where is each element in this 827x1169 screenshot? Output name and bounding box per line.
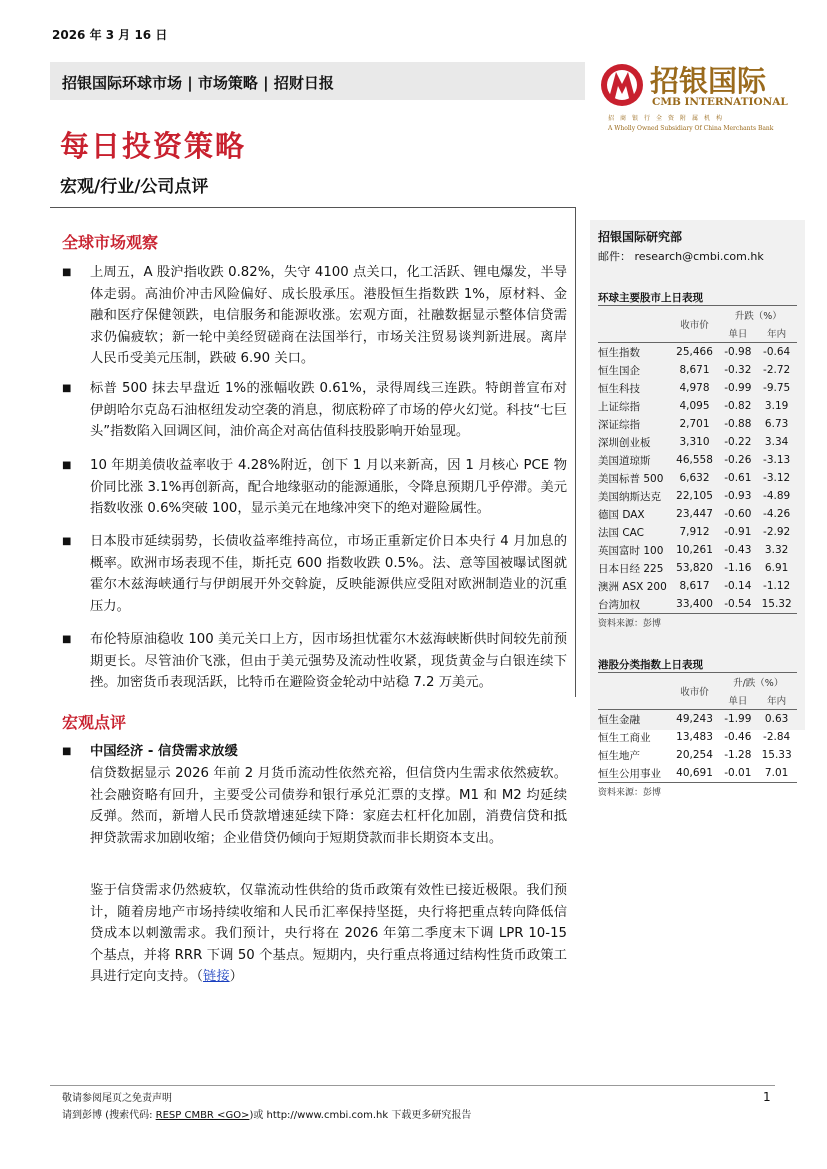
- close-value: 22,105: [676, 490, 713, 502]
- index-name: 恒生金融: [598, 713, 640, 726]
- table-row: [598, 577, 797, 595]
- table-row: [598, 746, 797, 764]
- close-value: 10,261: [676, 544, 713, 556]
- ytd-change: -2.92: [763, 526, 791, 538]
- table-row: [598, 397, 797, 415]
- index-name: 深圳创业板: [598, 436, 651, 449]
- research-email: 邮件： research@cmbi.com.hk: [598, 250, 764, 263]
- index-name: 美国标普 500: [598, 472, 664, 485]
- ytd-change: 15.33: [761, 749, 792, 761]
- close-value: 3,310: [679, 436, 710, 448]
- table-row: [598, 728, 797, 746]
- report-date: 2026 年 3 月 16 日: [52, 28, 168, 42]
- ytd-change: -0.64: [763, 346, 791, 358]
- ytd-change: -4.89: [763, 490, 791, 502]
- svg-text:招商银行全资附属机构: 招商银行全资附属机构: [608, 115, 729, 122]
- index-name: 恒生公用事业: [598, 767, 661, 780]
- footer: [62, 1090, 471, 1124]
- close-value: 53,820: [676, 562, 713, 574]
- ytd-change: 3.32: [764, 544, 789, 556]
- section-heading-global: 全球市场观察: [62, 233, 159, 252]
- svg-text:A Wholly Owned Subsidiary Of C: A Wholly Owned Subsidiary Of China Merchants Bank: [608, 125, 774, 132]
- close-value: 13,483: [676, 731, 713, 743]
- list-item: ■ 日本股市延续弱势，长债收益率维持高位，市场正重新定价日本央行 4 月加息的概率。欧洲市场表现不佳，斯托克 600 指数收跌 0.5%。法、意等国被曝试图就霍尔木兹海峡通行与伊朗展开外交斡旋，反映能源供应受阻对欧洲制造业的沉重压力。: [62, 531, 567, 617]
- index-name: 恒生工商业: [598, 731, 651, 744]
- col-change: 升跌（%）: [734, 311, 782, 322]
- table-row: [598, 710, 797, 729]
- index-name: 日本日经 225: [598, 562, 664, 575]
- col-day: 单日: [728, 696, 748, 707]
- close-value: 33,400: [676, 598, 713, 610]
- ytd-change: 3.19: [764, 400, 789, 412]
- bloomberg-code: RESP CMBR <GO>: [155, 1110, 250, 1121]
- index-name: 美国纳斯达克: [598, 490, 661, 503]
- col-close: 收市价: [680, 687, 709, 698]
- ytd-change: -2.84: [763, 731, 791, 743]
- footer-text: 请到彭博 (搜索代码:: [62, 1110, 156, 1121]
- ytd-change: -1.12: [763, 580, 791, 592]
- day-change: -0.98: [724, 346, 752, 358]
- page-title: 每日投资策略: [60, 129, 247, 163]
- table-title-hk: 港股分类指数上日表现: [598, 659, 703, 671]
- day-change: -0.61: [724, 472, 752, 484]
- svg-text:招银国际: 招银国际: [650, 64, 767, 98]
- close-value: 8,671: [679, 364, 710, 376]
- list-item: ■ 上周五，A 股沪指收跌 0.82%，失守 4100 点关口，化工活跃、锂电爆发，半导体走弱。高油价冲击风险偏好、成长股承压。港股恒生指数跌 1%，原材料、金融和医疗保健领跌，电信服务和能源收涨。宏观方面，社融数据显示整体信贷需求仍偏疲软；新一轮中美经贸磋商在法国举行，市场关注贸易谈判新进展。离岸人民币受美元压制，跌破 6.90 关口。: [62, 262, 567, 370]
- column-divider: [575, 207, 576, 697]
- table-row: [598, 379, 797, 397]
- table-source: 资料来源：彭博: [598, 788, 662, 798]
- ytd-change: -9.75: [763, 382, 791, 394]
- day-change: -1.99: [724, 713, 752, 725]
- close-value: 25,466: [676, 346, 713, 358]
- paren: （: [196, 969, 204, 984]
- col-ytd: 年内: [767, 329, 787, 340]
- ytd-change: -2.72: [763, 364, 791, 376]
- table-row: [598, 505, 797, 523]
- index-name: 恒生指数: [598, 346, 640, 359]
- day-change: -0.43: [724, 544, 752, 556]
- index-name: 恒生科技: [598, 382, 640, 395]
- table-row: [598, 559, 797, 577]
- day-change: -0.91: [724, 526, 752, 538]
- day-change: -0.99: [724, 382, 752, 394]
- day-change: -0.26: [724, 454, 752, 466]
- day-change: -0.46: [724, 731, 752, 743]
- index-name: 深证综指: [598, 418, 640, 431]
- close-value: 46,558: [676, 454, 713, 466]
- close-value: 8,617: [679, 580, 710, 592]
- day-change: -0.22: [724, 436, 752, 448]
- table-row: [598, 595, 797, 614]
- col-close: 收市价: [680, 320, 709, 331]
- index-name: 恒生国企: [598, 364, 640, 377]
- macro-paragraph: 信贷数据显示 2026 年前 2 月货币流动性依然充裕，但信贷内生需求依然疲软。社会融资略有回升，主要受公司债券和银行承兑汇票的支撑。M1 和 M2 均延续反弹。然而，新增人民币贷款增速延续下降：家庭去杠杆化加剧，消费信贷和抵押贷款需求加剧收缩；企业借贷仍倾向于短期贷款而非长期资本支出。: [90, 766, 567, 846]
- close-value: 23,447: [676, 508, 713, 520]
- index-name: 德国 DAX: [598, 508, 645, 521]
- ytd-change: -4.26: [763, 508, 791, 520]
- macro-paragraph: [90, 880, 567, 988]
- list-item: ■ 布伦特原油稳收 100 美元关口上方，因市场担忧霍尔木兹海峡断供时间较先前预期更长。尽管油价飞涨，但由于美元强势及流动性收紧，现货黄金与白银连续下挫。加密货币表现活跃，比特币在避险资金轮动中站稳 7.2 万美元。: [62, 629, 567, 694]
- page-subtitle: 宏观/行业/公司点评: [60, 177, 209, 197]
- cmb-logo-icon: [600, 58, 805, 138]
- ytd-change: 7.01: [764, 767, 789, 779]
- index-name: 法国 CAC: [598, 526, 644, 539]
- table-row: [598, 343, 797, 362]
- day-change: -0.93: [724, 490, 752, 502]
- ytd-change: 3.34: [764, 436, 789, 448]
- table-row: [598, 764, 797, 783]
- disclaimer: 敬请参阅尾页之免责声明: [62, 1093, 172, 1104]
- research-dept: 招银国际研究部: [598, 230, 683, 244]
- footer-text: )或 http://www.cmbi.com.hk 下载更多研究报告: [249, 1110, 472, 1121]
- index-name: 上证综指: [598, 400, 640, 413]
- day-change: -0.01: [724, 767, 752, 779]
- index-name: 美国道琼斯: [598, 454, 651, 467]
- hk-sector-table: [598, 672, 797, 783]
- day-change: -0.82: [724, 400, 752, 412]
- index-name: 台湾加权: [598, 598, 640, 611]
- divider: [50, 207, 575, 208]
- table-row: [598, 523, 797, 541]
- cmb-logo: [600, 58, 805, 138]
- table-row: [598, 469, 797, 487]
- close-value: 4,095: [679, 400, 710, 412]
- sidebar: [590, 220, 805, 798]
- ytd-change: 6.73: [764, 418, 789, 430]
- day-change: -0.88: [724, 418, 752, 430]
- ytd-change: 0.63: [764, 713, 789, 725]
- list-item: ■ 标普 500 抹去早盘近 1%的涨幅收跌 0.61%，录得周线三连跌。特朗普宣布对伊朗哈尔克岛石油枢纽发动空袭的消息，彻底粉碎了市场的停火幻觉。科技“七巨头”指数陷入回调区间，油价高企对高估值科技股影响开始显现。: [62, 378, 567, 443]
- table-source: 资料来源：彭博: [598, 619, 662, 629]
- table-title-global: 环球主要股市上日表现: [598, 292, 703, 304]
- table-row: [598, 541, 797, 559]
- source-link[interactable]: 链接: [203, 969, 230, 984]
- table-row: [598, 433, 797, 451]
- ytd-change: -3.12: [763, 472, 791, 484]
- close-value: 4,978: [679, 382, 710, 394]
- paren: ）: [229, 969, 243, 984]
- close-value: 20,254: [676, 749, 713, 761]
- header-band: 招银国际环球市场 | 市场策略 | 招财日报: [50, 62, 585, 100]
- day-change: -0.54: [724, 598, 752, 610]
- table-row: [598, 415, 797, 433]
- page-number: 1: [763, 1090, 771, 1104]
- footer-divider: [50, 1085, 775, 1086]
- svg-text:CMB INTERNATIONAL: CMB INTERNATIONAL: [652, 96, 788, 108]
- day-change: -0.60: [724, 508, 752, 520]
- ytd-change: 6.91: [764, 562, 789, 574]
- day-change: -1.16: [724, 562, 752, 574]
- close-value: 40,691: [676, 767, 713, 779]
- col-change: 升/跌（%）: [733, 678, 784, 689]
- day-change: -0.32: [724, 364, 752, 376]
- macro-paragraph-text: 鉴于信贷需求仍然疲软，仅靠流动性供给的货币政策有效性已接近极限。我们预计，随着房地产市场持续收缩和人民币汇率保持坚挺，央行将把重点转向降低信贷成本以刺激需求。我们预计，央行将在 2026 年第二季度末下调 LPR 10-15 个基点，并将 RRR 下调 50 个基点。短期内，央行重点将通过结构性货币政策工具进行定向支持。: [90, 883, 567, 984]
- close-value: 7,912: [679, 526, 710, 538]
- index-name: 澳洲 ASX 200: [598, 580, 667, 593]
- ytd-change: 15.32: [761, 598, 792, 610]
- close-value: 49,243: [676, 713, 713, 725]
- global-markets-table: [598, 305, 797, 614]
- table-row: [598, 487, 797, 505]
- index-name: 英国富时 100: [598, 544, 664, 557]
- table-row: [598, 361, 797, 379]
- close-value: 2,701: [679, 418, 710, 430]
- list-item: ■ 10 年期美债收益率收于 4.28%附近，创下 1 月以来新高，因 1 月核心 PCE 物价同比涨 3.1%再创新高，配合地缘驱动的能源通胀，令降息预期几乎停滞。美元指数收涨 0.6%突破 100，显示美元在地缘冲突下的绝对避险属性。: [62, 455, 567, 520]
- close-value: 6,632: [679, 472, 710, 484]
- table-row: [598, 451, 797, 469]
- col-ytd: 年内: [767, 696, 787, 707]
- index-name: 恒生地产: [598, 749, 640, 762]
- macro-subheading: ■ 中国经济 - 信贷需求放缓: [62, 741, 567, 763]
- ytd-change: -3.13: [763, 454, 791, 466]
- col-day: 单日: [728, 329, 748, 340]
- section-heading-macro: 宏观点评: [62, 713, 127, 732]
- day-change: -1.28: [724, 749, 752, 761]
- day-change: -0.14: [724, 580, 752, 592]
